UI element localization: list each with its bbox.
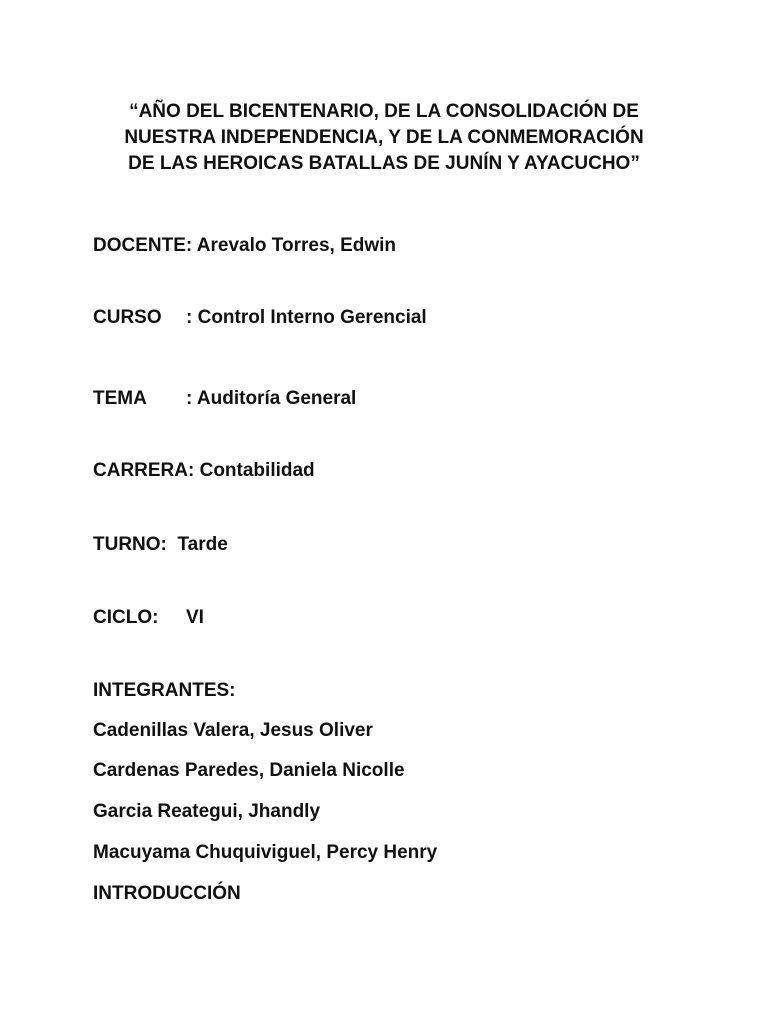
carrera-row (93, 459, 315, 483)
section-heading-introduccion: INTRODUCCIÓN (93, 883, 241, 904)
member-1: Cadenillas Valera, Jesus Oliver (93, 720, 373, 741)
member-3: Garcia Reategui, Jhandly (93, 801, 321, 822)
tema-label: TEMA (93, 388, 147, 409)
turno-row (93, 533, 228, 557)
motto-line-3: DE LAS HEROICAS BATALLAS DE JUNÍN Y AYACUCHO” (128, 153, 640, 174)
member-2: Cardenas Paredes, Daniela Nicolle (93, 760, 405, 781)
carrera-value: Contabilidad (194, 460, 315, 481)
ciclo-row (93, 606, 204, 630)
motto-line-1: “AÑO DEL BICENTENARIO, DE LA CONSOLIDACIÓN DE (129, 101, 639, 122)
curso-row (93, 306, 427, 330)
ciclo-label: CICLO: (93, 607, 159, 628)
docente-row (93, 234, 396, 258)
carrera-label: CARRERA: (93, 460, 195, 481)
motto-line-2: NUESTRA INDEPENDENCIA, Y DE LA CONMEMORACIÓN (124, 127, 644, 148)
docente-label: DOCENTE: (93, 235, 193, 256)
ciclo-value: VI (186, 607, 204, 628)
integrantes-heading: INTEGRANTES: (93, 680, 236, 701)
curso-value: : Control Interno Gerencial (186, 307, 427, 328)
member-4: Macuyama Chuquiviguel, Percy Henry (93, 842, 438, 863)
turno-value: Tarde (166, 534, 228, 555)
national-motto (60, 99, 708, 177)
tema-value: : Auditoría General (186, 388, 357, 409)
docente-value: Arevalo Torres, Edwin (192, 235, 397, 256)
turno-label: TURNO: (93, 534, 167, 555)
curso-label: CURSO (93, 307, 162, 328)
tema-row (93, 387, 356, 411)
